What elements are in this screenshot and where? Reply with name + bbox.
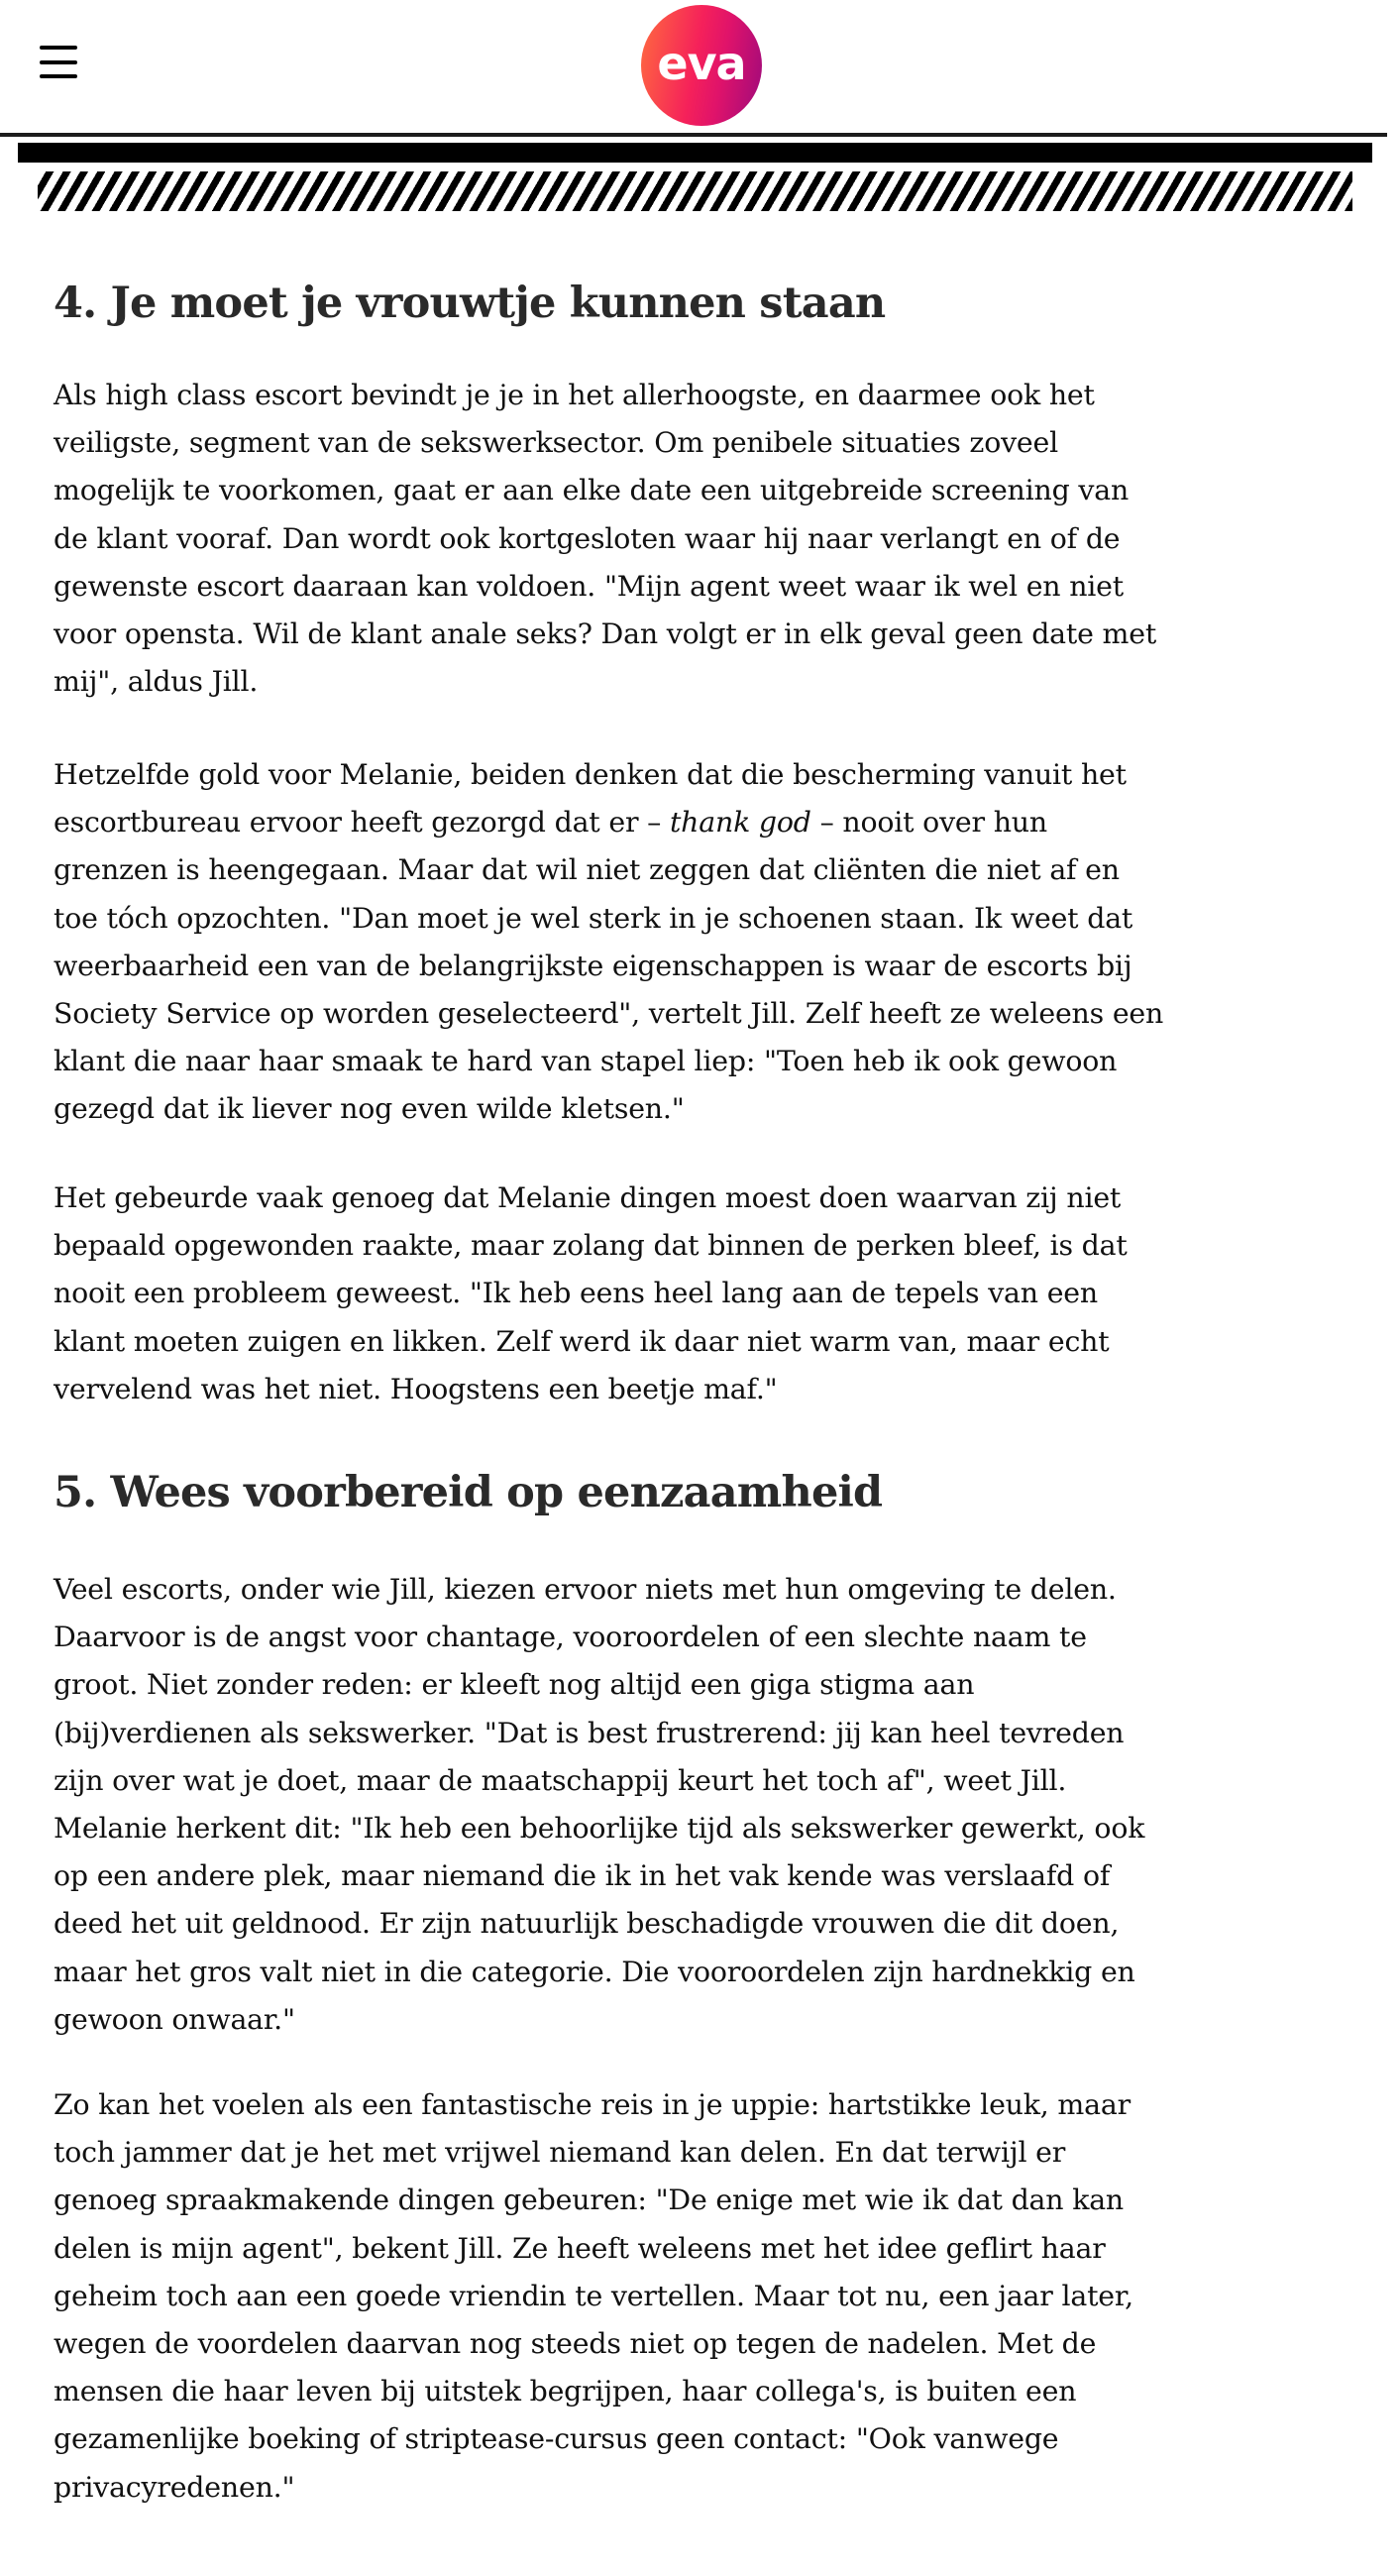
text-line: gewenste escort daaraan kan voldoen. "Mijn agent weet waar ik wel en niet <box>54 569 1124 603</box>
text-line: privacyredenen." <box>54 2470 295 2504</box>
paragraph <box>54 2081 1133 2512</box>
text-line: de klant vooraf. Dan wordt ook kortgesloten waar hij naar verlangt en of de <box>54 521 1121 555</box>
hamburger-menu-icon[interactable] <box>38 42 81 81</box>
text-line: klant die naar haar smaak te hard van stapel liep: "Toen heb ik ook gewoon <box>54 1045 1118 1078</box>
text-line: gewoon onwaar." <box>54 2002 295 2036</box>
text-line: Society Service op worden geselecteerd", vertelt Jill. Zelf heeft ze weleens een <box>54 996 1164 1030</box>
text-line: Zo kan het voelen als een fantastische reis in je uppie: hartstikke leuk, maar <box>54 2088 1131 2121</box>
text-line: bepaald opgewonden raakte, maar zolang dat binnen de perken bleef, is dat <box>54 1229 1128 1263</box>
section-heading-4: 4. Je moet je vrouwtje kunnen staan <box>54 279 886 328</box>
text-line: op een andere plek, maar niemand die ik in het vak kende was verslaafd of <box>54 1859 1111 1893</box>
text-line: Het gebeurde vaak genoeg dat Melanie dingen moest doen waarvan zij niet <box>54 1181 1122 1214</box>
text-line: gezegd dat ik liever nog even wilde kletsen." <box>54 1092 685 1126</box>
text-line: Hetzelfde gold voor Melanie, beiden denken dat die bescherming vanuit het <box>54 758 1127 791</box>
text-line: veiligste, segment van de sekswerksector. Om penibele situaties zoveel <box>54 426 1059 460</box>
text-line: genoeg spraakmakende dingen gebeuren: "De enige met wie ik dat dan kan <box>54 2184 1125 2217</box>
text-line: deed het uit geldnood. Er zijn natuurlijk beschadigde vrouwen die dit doen, <box>54 1907 1120 1941</box>
text-line: Daarvoor is de angst voor chantage, vooroordelen of een slechte naam te <box>54 1621 1087 1654</box>
text-line: wegen de voordelen daarvan nog steeds niet op tegen de nadelen. Met de <box>54 2326 1097 2360</box>
text-line: mij", aldus Jill. <box>54 665 259 699</box>
text-line: toch jammer dat je het met vrijwel niemand kan delen. En dat terwijl er <box>54 2136 1066 2170</box>
text-line: Melanie herkent dit: "Ik heb een behoorlijke tijd als sekswerker gewerkt, ook <box>54 1811 1145 1845</box>
text-segment: – nooit over hun <box>810 806 1047 840</box>
text-line: Veel escorts, onder wie Jill, kiezen ervoor niets met hun omgeving te delen. <box>54 1573 1117 1606</box>
text-line: klant moeten zuigen en likken. Zelf werd ik daar niet warm van, maar echt <box>54 1324 1110 1358</box>
paragraph <box>54 751 1163 1134</box>
menu-bar <box>40 60 77 64</box>
text-line: mogelijk te voorkomen, gaat er aan elke date een uitgebreide screening van <box>54 474 1130 507</box>
paragraph <box>54 1175 1128 1413</box>
text-line: gezamenlijke boeking of striptease-cursus geen contact: "Ook vanwege <box>54 2422 1059 2456</box>
text-segment: escortbureau ervoor heeft gezorgd dat er – <box>54 806 670 840</box>
decorative-stripes <box>38 171 1352 211</box>
italic-text: thank god <box>669 806 811 840</box>
site-header <box>0 0 1400 133</box>
text-line: maar het gros valt niet in die categorie. Die vooroordelen zijn hardnekkig en <box>54 1955 1135 1988</box>
text-line: weerbaarheid een van de belangrijkste eigenschappen is waar de escorts bij <box>54 949 1132 982</box>
text-line: geheim toch aan een goede vriendin te vertellen. Maar tot nu, een jaar later, <box>54 2279 1133 2312</box>
text-line: vervelend was het niet. Hoogstens een beetje maf." <box>54 1372 778 1405</box>
text-line: (bij)verdienen als sekswerker. "Dat is best frustrerend: jij kan heel tevreden <box>54 1716 1125 1749</box>
text-line: mensen die haar leven bij uitstek begrijpen, haar collega's, is buiten een <box>54 2375 1077 2408</box>
text-line: Als high class escort bevindt je je in het allerhoogste, en daarmee ook het <box>54 379 1095 411</box>
text-line: zijn over wat je doet, maar de maatschappij keurt het toch af", weet Jill. <box>54 1763 1067 1797</box>
text-line: groot. Niet zonder reden: er kleeft nog altijd een giga stigma aan <box>54 1668 975 1702</box>
decorative-black-bar <box>18 143 1372 163</box>
text-line: nooit een probleem geweest. "Ik heb eens heel lang aan de tepels van een <box>54 1277 1098 1310</box>
text-line: delen is mijn agent", bekent Jill. Ze heeft weleens met het idee geflirt haar <box>54 2231 1106 2265</box>
header-divider <box>0 133 1387 137</box>
paragraph <box>54 372 1156 706</box>
text-line: voor opensta. Wil de klant anale seks? Dan volgt er in elk geval geen date met <box>54 616 1157 650</box>
eva-logo[interactable] <box>641 5 762 126</box>
logo-text: eva <box>657 37 746 90</box>
menu-bar <box>40 46 77 50</box>
text-line: toe tóch opzochten. "Dan moet je wel sterk in je schoenen staan. Ik weet dat <box>54 901 1133 935</box>
text-line <box>54 799 1163 846</box>
menu-bar <box>40 74 77 78</box>
paragraph <box>54 1566 1144 2044</box>
text-line: grenzen is heengegaan. Maar dat wil niet zeggen dat cliënten die niet af en <box>54 853 1120 887</box>
section-heading-5: 5. Wees voorbereid op eenzaamheid <box>54 1468 883 1517</box>
